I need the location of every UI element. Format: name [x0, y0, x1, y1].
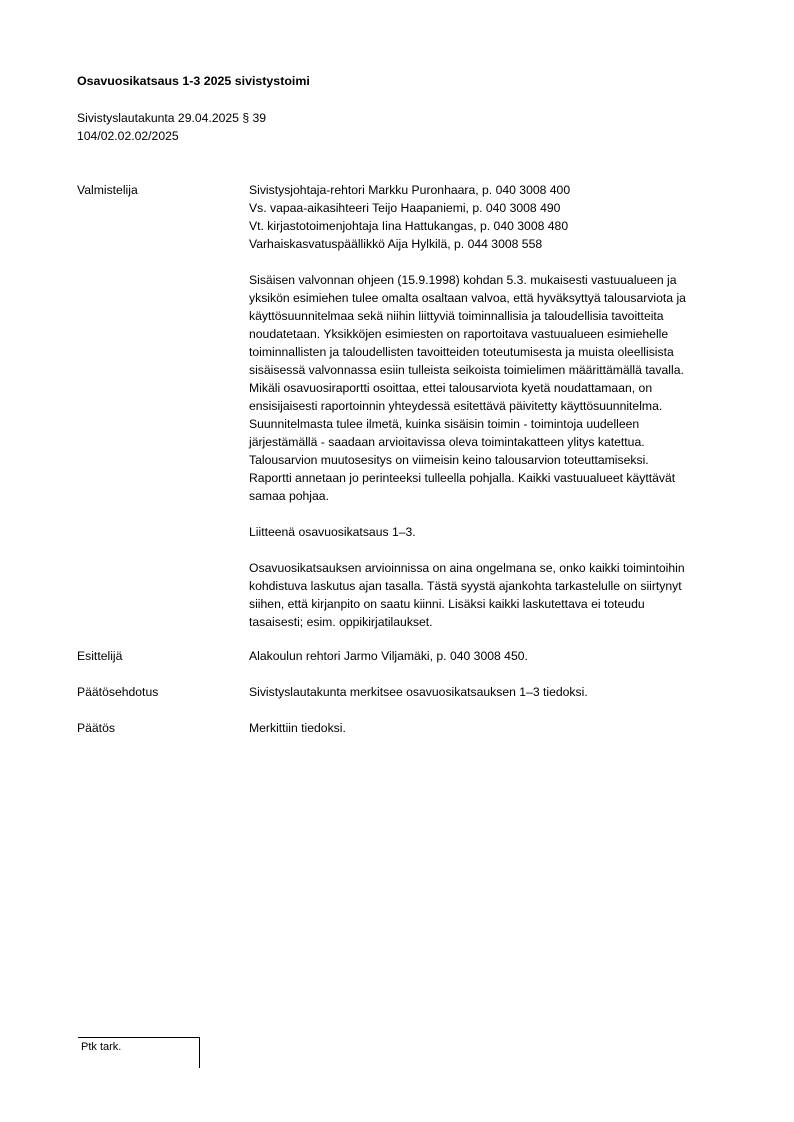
preparers-list: [249, 181, 749, 253]
preparer-line: Vt. kirjastotoimenjohtaja Iina Hattukangas, p. 040 3008 480: [249, 219, 569, 233]
paatos-value: Merkittiin tiedoksi.: [249, 721, 346, 735]
meeting-reference: Sivistyslautakunta 29.04.2025 § 39: [77, 111, 267, 125]
preparer-line: Varhaiskasvatuspäällikkö Aija Hylkilä, p. 044 3008 558: [249, 237, 543, 251]
paatosehdotus-value: Sivistyslautakunta merkitsee osavuosikatsauksen 1–3 tiedoksi.: [249, 685, 588, 699]
paragraph-line: Talousarvion muutosesitys on viimeisin keino talousarvion toteuttamiseksi.: [249, 453, 649, 467]
minutes-check-label: Ptk tark.: [81, 1041, 122, 1053]
paragraph-line: Raportti annetaan jo perinteeksi tulleella pohjalla. Kaikki vastuualueet käyttävät: [249, 471, 676, 485]
paragraph-line: Osavuosikatsauksen arvioinnissa on aina ongelmana se, onko kaikki toimintoihin: [249, 561, 685, 575]
valmistelija-label: Valmistelija: [77, 183, 138, 197]
paragraph-line: Sisäisen valvonnan ohjeen (15.9.1998) kohdan 5.3. mukaisesti vastuualueen ja: [249, 273, 677, 287]
attachment-note: Liitteenä osavuosikatsaus 1–3.: [249, 525, 416, 539]
paragraph-line: yksikön esimiehen tulee omalta osaltaan valvoa, että hyväksyttyä talousarviota ja: [249, 291, 686, 305]
paragraph-line: sisäisessä valvonnassa esiin tulleista seikoista toimielimen määrittämällä tavalla.: [249, 363, 684, 377]
paragraph-line: Suunnitelmasta tulee ilmetä, kuinka sisäisin toimin - toimintoja uudelleen: [249, 417, 640, 431]
paragraph-line: noudatetaan. Yksikköjen esimiesten on raportoitava vastuualueen esimiehelle: [249, 327, 669, 341]
paragraph-line: järjestämällä - saadaan arvioitavissa oleva toimintakatteen ylitys katettua.: [249, 435, 645, 449]
paragraph-line: tasaisesti; esim. oppikirjatilaukset.: [249, 615, 433, 629]
meeting-meta: [77, 109, 266, 145]
esittelija-value: Alakoulun rehtori Jarmo Viljamäki, p. 040 3008 450.: [249, 649, 528, 663]
paatosehdotus-label: Päätösehdotus: [77, 685, 159, 699]
billing-paragraph: [249, 559, 749, 631]
valmistelija-content: [249, 181, 749, 631]
minutes-check-box: [78, 1037, 200, 1068]
record-id: 104/02.02.02/2025: [77, 129, 179, 143]
paragraph-line: samaa pohjaa.: [249, 489, 329, 503]
paatos-label: Päätös: [77, 721, 115, 735]
paragraph-line: kohdistuva laskutus ajan tasalla. Tästä syystä ajankohta tarkastelulle on siirtynyt: [249, 579, 682, 593]
paragraph-line: siihen, että kirjanpito on saatu kiinni. Lisäksi kaikki laskutettava ei toteudu: [249, 597, 645, 611]
paragraph-line: ensisijaisesti raportoinnin yhteydessä esitettävä päivitetty käyttösuunnitelma.: [249, 399, 663, 413]
preparer-line: Vs. vapaa-aikasihteeri Teijo Haapaniemi, p. 040 3008 490: [249, 201, 561, 215]
preparer-line: Sivistysjohtaja-rehtori Markku Puronhaara, p. 040 3008 400: [249, 183, 571, 197]
internal-control-paragraph: [249, 271, 749, 505]
paragraph-line: Mikäli osavuosiraportti osoittaa, ettei talousarviota kyetä noudattamaan, on: [249, 381, 653, 395]
document-title: Osavuosikatsaus 1-3 2025 sivistystoimi: [77, 74, 310, 88]
esittelija-label: Esittelijä: [77, 649, 123, 663]
paragraph-line: käyttösuunnitelmaa sekä niihin liittyviä toiminnallisia ja taloudellisia tavoitteita: [249, 309, 664, 323]
paragraph-line: toiminnallisten ja taloudellisten tavoitteiden toteutumisesta ja muista oleellisista: [249, 345, 674, 359]
